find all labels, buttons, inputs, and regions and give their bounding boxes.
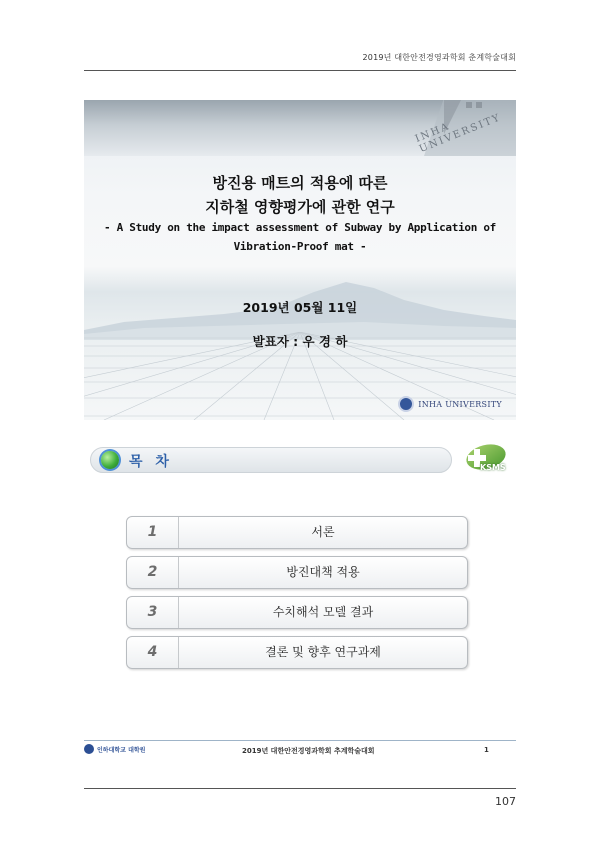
- crest-text: INHA UNIVERSITY: [413, 112, 503, 156]
- slide-footer-text: 2019년 대한안전경영과학회 추계학술대회: [242, 747, 375, 755]
- inha-university-logo: [398, 396, 502, 412]
- toc-header-bar: [90, 447, 452, 473]
- toc-item-label: 방진대책 적용: [286, 565, 360, 579]
- presenter-name: 발표자 : 우 경 하: [252, 334, 348, 349]
- toc-item-vibration-countermeasure: [126, 556, 468, 589]
- ksms-label: KSMS: [480, 463, 506, 472]
- toc-item-label: 수치해석 모델 결과: [272, 605, 374, 619]
- footer-emblem-icon: [84, 744, 94, 754]
- toc-item-number: 1: [127, 517, 179, 548]
- toc-title: 목 차: [129, 454, 173, 470]
- document-header: [0, 0, 600, 72]
- contents-slide: [84, 437, 516, 701]
- presentation-date: 2019년 05월 11일: [242, 300, 358, 315]
- toc-item-label: 결론 및 향후 연구과제: [265, 645, 381, 659]
- page-footer-rule: [84, 788, 516, 789]
- green-bullet-icon: [101, 451, 119, 469]
- toc-item-number: 4: [127, 637, 179, 668]
- english-subtitle-line-1: - A Study on the impact assessment of Subway by Application of: [104, 221, 496, 234]
- english-subtitle-line-2: Vibration-Proof mat -: [233, 240, 367, 253]
- toc-item-numerical-results: [126, 596, 468, 629]
- toc-item-number: 2: [127, 557, 179, 588]
- header-text: 2019년 대한안전경영과학회 춘계학술대회: [362, 53, 516, 62]
- ksms-logo: [460, 443, 510, 477]
- university-emblem-icon: [398, 396, 414, 412]
- toc-item-conclusion: [126, 636, 468, 669]
- footer-logo-text: 인하대학교 대학원: [97, 746, 146, 754]
- slide-title-line-1: 방진용 매트의 적용에 따른: [212, 174, 388, 192]
- slide-footer-rule: [84, 740, 516, 741]
- university-crest: [414, 100, 516, 156]
- slide-title-line-2: 지하철 영향평가에 관한 연구: [205, 198, 395, 216]
- inha-logo-text: INHA UNIVERSITY: [418, 399, 502, 409]
- footer-university-logo: [84, 744, 145, 754]
- toc-item-number: 3: [127, 597, 179, 628]
- slide-footer-page: 1: [484, 746, 489, 754]
- header-rule: [84, 70, 516, 71]
- toc-item-label: 서론: [311, 525, 335, 539]
- title-slide: [84, 100, 516, 420]
- toc-item-introduction: [126, 516, 468, 549]
- page-number: 107: [495, 795, 516, 808]
